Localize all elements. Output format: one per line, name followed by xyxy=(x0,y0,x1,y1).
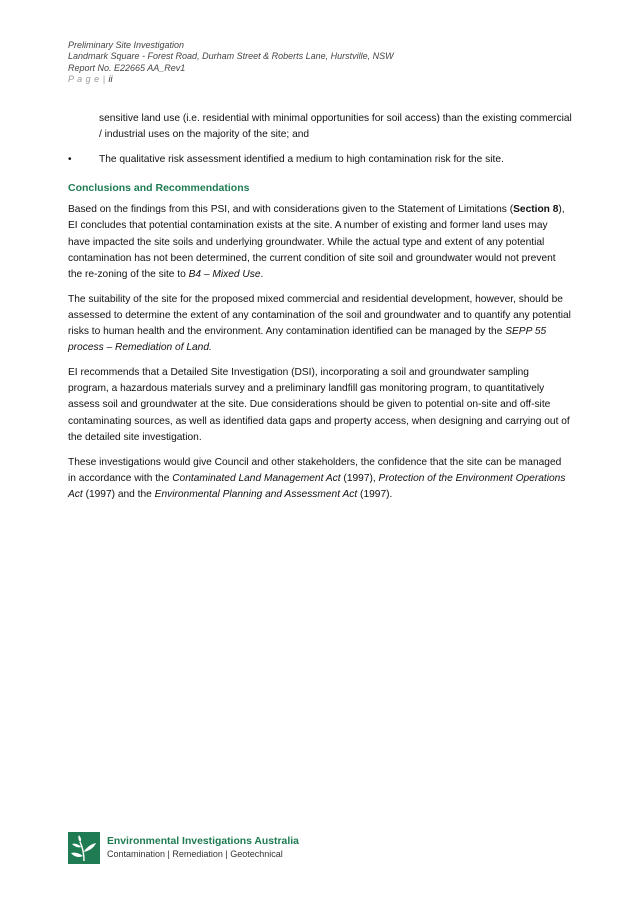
header-report-number: Report No. E22665 AA_Rev1 xyxy=(68,62,186,73)
text-run: Based on the findings from this PSI, and with considerations given to the Statement of Limitations ( xyxy=(68,204,514,216)
text-run: . xyxy=(260,268,264,280)
bullet-continuation: sensitive land use (i.e. residential with minimal opportunities for soil access) than the existing commercial / industrial uses on the majority of the site; and xyxy=(99,113,572,141)
legislation-reference: Protection of the Environment Operations Act xyxy=(68,472,566,500)
text-run: (1997) and the xyxy=(82,488,155,500)
header-site-address: Landmark Square - Forest Road, Durham Street & Roberts Lane, Hurstville, NSW xyxy=(68,51,394,62)
page-footer xyxy=(68,832,299,864)
page-separator: | xyxy=(99,74,109,85)
footer-text xyxy=(107,836,299,860)
bullet-text: The qualitative risk assessment identified a medium to high contamination risk for the site. xyxy=(99,154,504,166)
paragraph-findings xyxy=(68,202,572,282)
legislation-reference: Environmental Planning and Assessment Act xyxy=(154,488,358,500)
text-run: The suitability of the site for the proposed mixed commercial and residential development, however, should be assessed to determine the extent of any contamination of the soil and groundwater and to quantify any potential risks to human health and the environment. Any contamination identified can be managed by the xyxy=(68,293,571,338)
bullet-marker: • xyxy=(68,154,72,166)
paragraph-recommendation: EI recommends that a Detailed Site Investigation (DSI), incorporating a soil and groundwater sampling program, a hazardous materials survey and a preliminary landfill gas monitoring program, to quantitatively assess soil and groundwater at the site. Due considerations should be given to potential on-site and off-site contaminating sources, as well as identified data gaps and property access, when designing and carrying out of the detailed site investigation. xyxy=(68,367,570,443)
document-body xyxy=(68,111,572,512)
section-heading: Conclusions and Recommendations xyxy=(68,182,250,195)
paragraph-conclusion xyxy=(68,455,572,503)
text-run: (1997). xyxy=(357,488,393,500)
legislation-reference: Contaminated Land Management Act xyxy=(172,472,341,484)
page-label: P a g e xyxy=(68,74,100,85)
section-reference: Section 8 xyxy=(513,204,559,216)
company-tagline: Contamination | Remediation | Geotechnical xyxy=(107,849,283,859)
company-name: Environmental Investigations Australia xyxy=(107,836,299,847)
zoning-term: B4 – Mixed Use xyxy=(188,268,261,280)
text-run: These investigations would give Council and other stakeholders, the confidence that the site can be managed in accordance with the xyxy=(68,456,562,484)
policy-reference: SEPP 55 process – Remediation of Land. xyxy=(68,326,547,354)
page-header xyxy=(68,40,394,86)
text-run: (1997), xyxy=(340,472,379,484)
paragraph-suitability xyxy=(68,292,572,356)
page-number: ii xyxy=(108,74,113,85)
text-run: ), EI concludes that potential contamination exists at the site. A number of existing and former land uses may have impacted the site soils and underlying groundwater. While the actual type and extent of any potential contamination has not been determined, the current condition of site soil and groundwater would not prevent the re-zoning of the site to xyxy=(68,204,565,280)
header-page-indicator xyxy=(68,74,394,85)
eia-leaf-logo-icon xyxy=(68,832,100,864)
bullet-item xyxy=(68,152,572,168)
header-report-title: Preliminary Site Investigation xyxy=(68,40,185,50)
